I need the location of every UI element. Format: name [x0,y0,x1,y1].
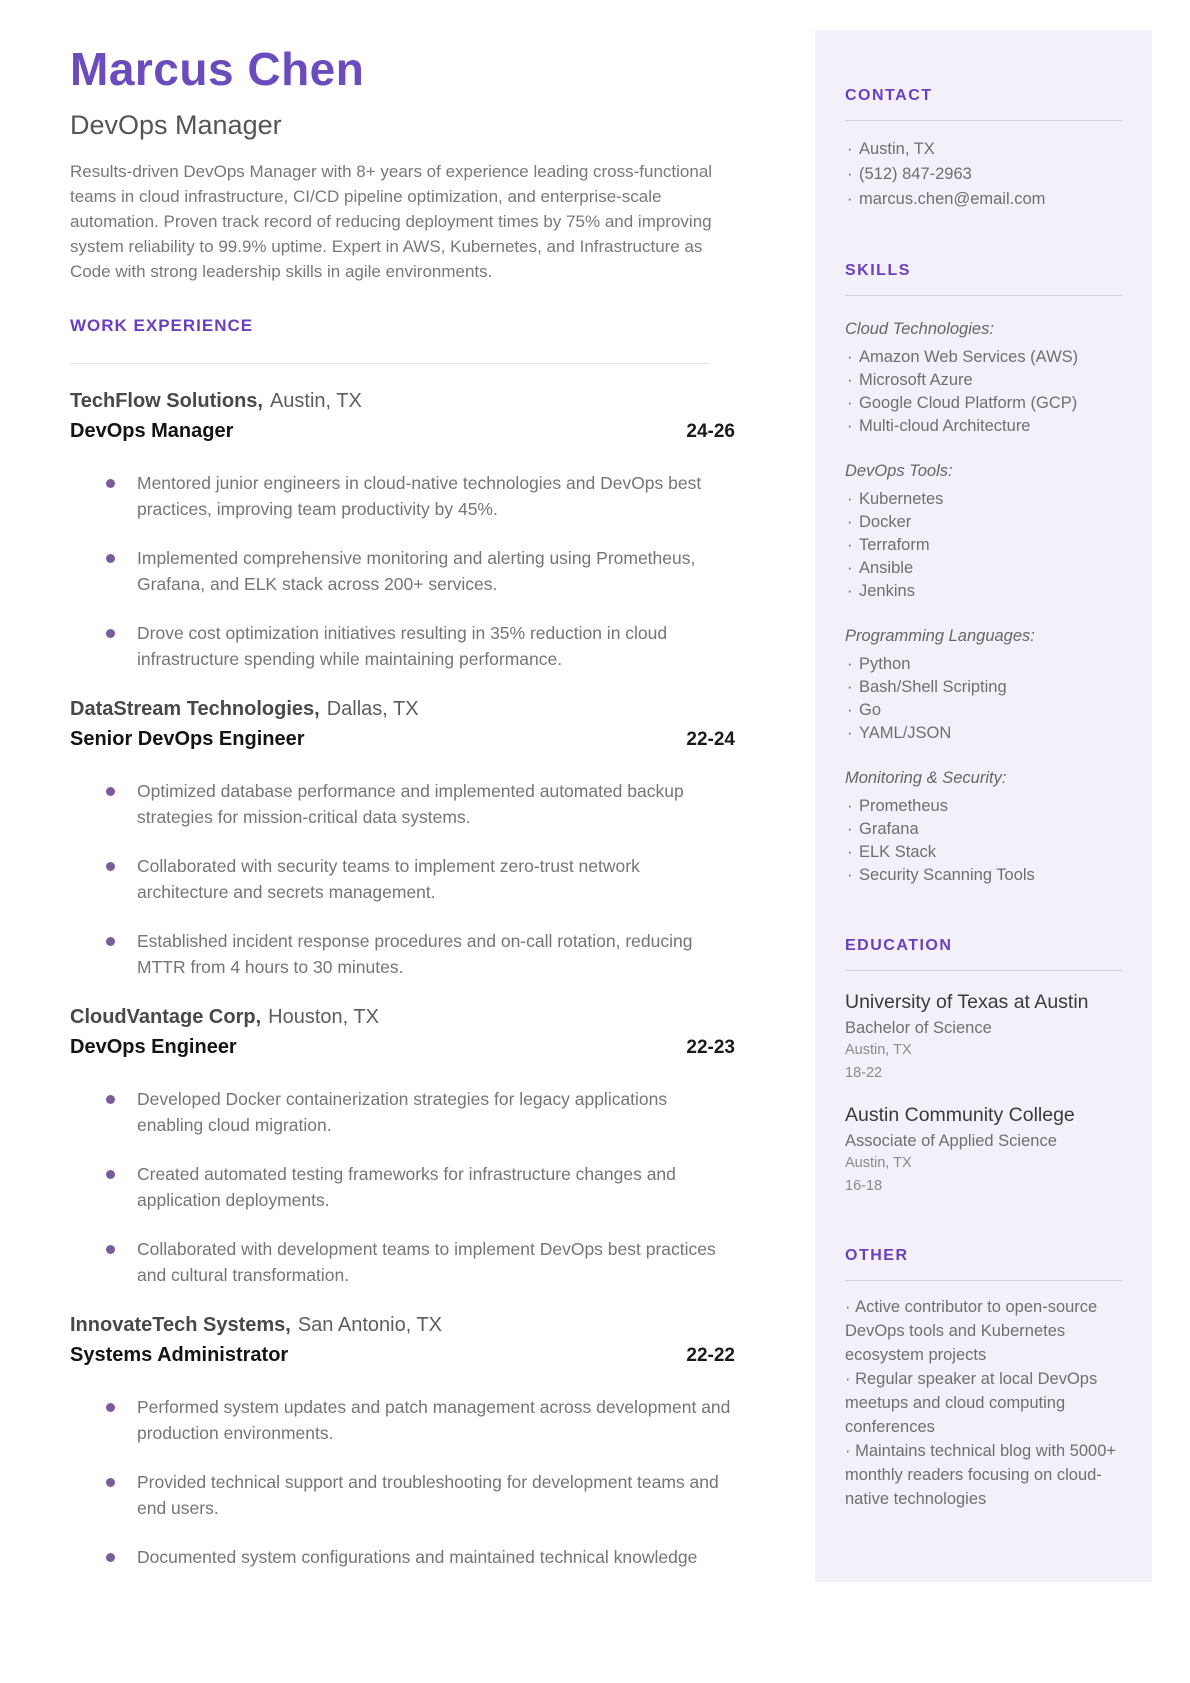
section-heading-work-experience: WORK EXPERIENCE [70,316,254,335]
skill-item: · Security Scanning Tools [845,864,1122,887]
company-row [70,388,735,414]
job-bullet: Developed Docker containerization strategies for legacy applications enabling cloud migration. [70,1086,735,1138]
skill-item: · Terraform [845,534,1122,557]
job-role: DevOps Engineer [70,1036,237,1058]
bullet-dot-icon [106,479,115,488]
school-location: Austin, TX [845,1042,912,1058]
other-item: · Regular speaker at local DevOps meetups and cloud computing conferences [845,1370,1098,1436]
job-role: Systems Administrator [70,1344,289,1366]
skill-group [845,320,1122,438]
job-bullet: Performed system updates and patch management across development and production environments. [70,1394,735,1446]
contact-item-phone: · (512) 847-2963 [845,162,1122,187]
divider [845,1280,1122,1281]
dot-icon: · [845,1442,856,1460]
dot-icon: · [847,417,853,435]
education-entry [845,991,1122,1084]
dot-icon: · [847,140,853,158]
job-dates: 24-26 [686,421,735,442]
skill-item: · ELK Stack [845,841,1122,864]
school-years: 18-22 [845,1065,883,1081]
main-column [70,42,735,1593]
job-dates: 22-23 [686,1037,735,1058]
skill-item: · YAML/JSON [845,722,1122,745]
company-name: DataStream Technologies, [70,698,320,720]
skill-group-label: DevOps Tools: [845,462,953,480]
other-item: · Active contributor to open-source DevOps tools and Kubernetes ecosystem projects [845,1298,1098,1364]
person-job-title: DevOps Manager [70,110,282,140]
dot-icon: · [847,655,853,673]
dot-icon: · [847,843,853,861]
skill-item: · Python [845,653,1122,676]
dot-icon: · [847,724,853,742]
dot-icon: · [847,371,853,389]
sidebar-section-skills [845,262,1122,887]
job-bullet: Drove cost optimization initiatives resulting in 35% reduction in cloud infrastructure spending while maintaining performance. [70,620,735,672]
contact-item-location: · Austin, TX [845,137,1122,162]
job-bullet: Implemented comprehensive monitoring and alerting using Prometheus, Grafana, and ELK stack across 200+ services. [70,545,735,597]
skill-item: · Grafana [845,818,1122,841]
school-name: University of Texas at Austin [845,991,1089,1013]
sidebar-section-contact [845,87,1122,212]
dot-icon: · [847,190,853,208]
dot-icon: · [847,678,853,696]
bullet-dot-icon [106,1403,115,1412]
job-bullet: Created automated testing frameworks for infrastructure changes and application deployments. [70,1161,735,1213]
skill-item: · Docker [845,511,1122,534]
skill-group-label: Monitoring & Security: [845,769,1007,787]
job-role: DevOps Manager [70,420,234,442]
company-name: CloudVantage Corp, [70,1006,262,1028]
company-location: Austin, TX [269,390,362,412]
skill-group [845,462,1122,603]
divider [70,363,710,364]
bullet-dot-icon [106,937,115,946]
skill-item: · Bash/Shell Scripting [845,676,1122,699]
other-item: · Maintains technical blog with 5000+ monthly readers focusing on cloud-native technologies [845,1442,1117,1508]
dot-icon: · [845,1370,856,1388]
skill-group [845,627,1122,745]
divider [845,295,1122,296]
dot-icon: · [847,559,853,577]
job-bullet: Documented system configurations and maintained technical knowledge [70,1544,735,1570]
job-title-row [70,1344,735,1367]
company-location: Dallas, TX [326,698,419,720]
skill-item: · Microsoft Azure [845,369,1122,392]
bullet-dot-icon [106,862,115,871]
sidebar [815,30,1152,1582]
bullet-dot-icon [106,1095,115,1104]
bullet-dot-icon [106,1245,115,1254]
bullet-dot-icon [106,1553,115,1562]
job-bullet: Provided technical support and troubleshooting for development teams and end users. [70,1469,735,1521]
sidebar-section-education [845,937,1122,1197]
other-heading: OTHER [845,1247,909,1264]
skill-item: · Amazon Web Services (AWS) [845,346,1122,369]
job-bullet-list [70,778,735,980]
dot-icon: · [847,513,853,531]
job-title-row [70,728,735,751]
job-bullet-list [70,470,735,672]
person-name: Marcus Chen [70,43,365,95]
company-row [70,696,735,722]
job-bullet: Optimized database performance and implemented automated backup strategies for mission-critical data systems. [70,778,735,830]
contact-item-email: · marcus.chen@email.com [845,187,1122,212]
dot-icon: · [847,797,853,815]
skill-group-label: Programming Languages: [845,627,1035,645]
education-entry [845,1104,1122,1197]
education-heading: EDUCATION [845,937,953,954]
job-dates: 22-22 [686,1345,735,1366]
skill-group [845,769,1122,887]
job-title-row [70,1036,735,1059]
divider [845,970,1122,971]
dot-icon: · [847,701,853,719]
school-location: Austin, TX [845,1155,912,1171]
dot-icon: · [847,165,853,183]
bullet-dot-icon [106,1170,115,1179]
job-bullet-list [70,1394,735,1570]
sidebar-section-other [845,1247,1122,1511]
company-row [70,1312,735,1338]
bullet-dot-icon [106,554,115,563]
skill-item: · Ansible [845,557,1122,580]
dot-icon: · [845,1298,856,1316]
skill-item: · Prometheus [845,795,1122,818]
school-years: 16-18 [845,1178,883,1194]
contact-heading: CONTACT [845,87,933,104]
company-name: TechFlow Solutions, [70,390,263,412]
degree: Associate of Applied Science [845,1132,1057,1150]
dot-icon: · [847,582,853,600]
contact-list [845,137,1122,212]
skills-heading: SKILLS [845,262,911,279]
company-location: San Antonio, TX [297,1314,443,1336]
job-bullet: Collaborated with development teams to implement DevOps best practices and cultural transformation. [70,1236,735,1288]
skill-item: · Jenkins [845,580,1122,603]
job-entry [70,1004,735,1288]
dot-icon: · [847,866,853,884]
skill-item: · Kubernetes [845,488,1122,511]
skill-group-label: Cloud Technologies: [845,320,994,338]
divider [845,120,1122,121]
skill-item: · Go [845,699,1122,722]
bullet-dot-icon [106,787,115,796]
summary-text: Results-driven DevOps Manager with 8+ years of experience leading cross-functional teams in cloud infrastructure, CI/CD pipeline optimization, and enterprise-scale automation. Proven track record of reducing deployment times by 75% and improving system reliability to 99.9% uptime. Expert in AWS, Kubernetes, and Infrastructure as Code with strong leadership skills in agile environments. [70,162,713,281]
skill-item: · Google Cloud Platform (GCP) [845,392,1122,415]
job-bullet: Mentored junior engineers in cloud-native technologies and DevOps best practices, improving team productivity by 45%. [70,470,735,522]
bullet-dot-icon [106,629,115,638]
job-title-row [70,420,735,443]
job-bullet: Established incident response procedures and on-call rotation, reducing MTTR from 4 hours to 30 minutes. [70,928,735,980]
dot-icon: · [847,394,853,412]
school-name: Austin Community College [845,1104,1075,1126]
job-bullet-list [70,1086,735,1288]
job-entry [70,1312,735,1570]
company-location: Houston, TX [268,1006,379,1028]
dot-icon: · [847,536,853,554]
dot-icon: · [847,490,853,508]
job-entry [70,388,735,672]
bullet-dot-icon [106,1478,115,1487]
skill-item: · Multi-cloud Architecture [845,415,1122,438]
other-list [845,1295,1122,1511]
company-row [70,1004,735,1030]
job-dates: 22-24 [686,729,735,750]
job-role: Senior DevOps Engineer [70,728,305,750]
job-entry [70,696,735,980]
company-name: InnovateTech Systems, [70,1314,291,1336]
degree: Bachelor of Science [845,1019,992,1037]
dot-icon: · [847,820,853,838]
dot-icon: · [847,348,853,366]
job-bullet: Collaborated with security teams to implement zero-trust network architecture and secrets management. [70,853,735,905]
